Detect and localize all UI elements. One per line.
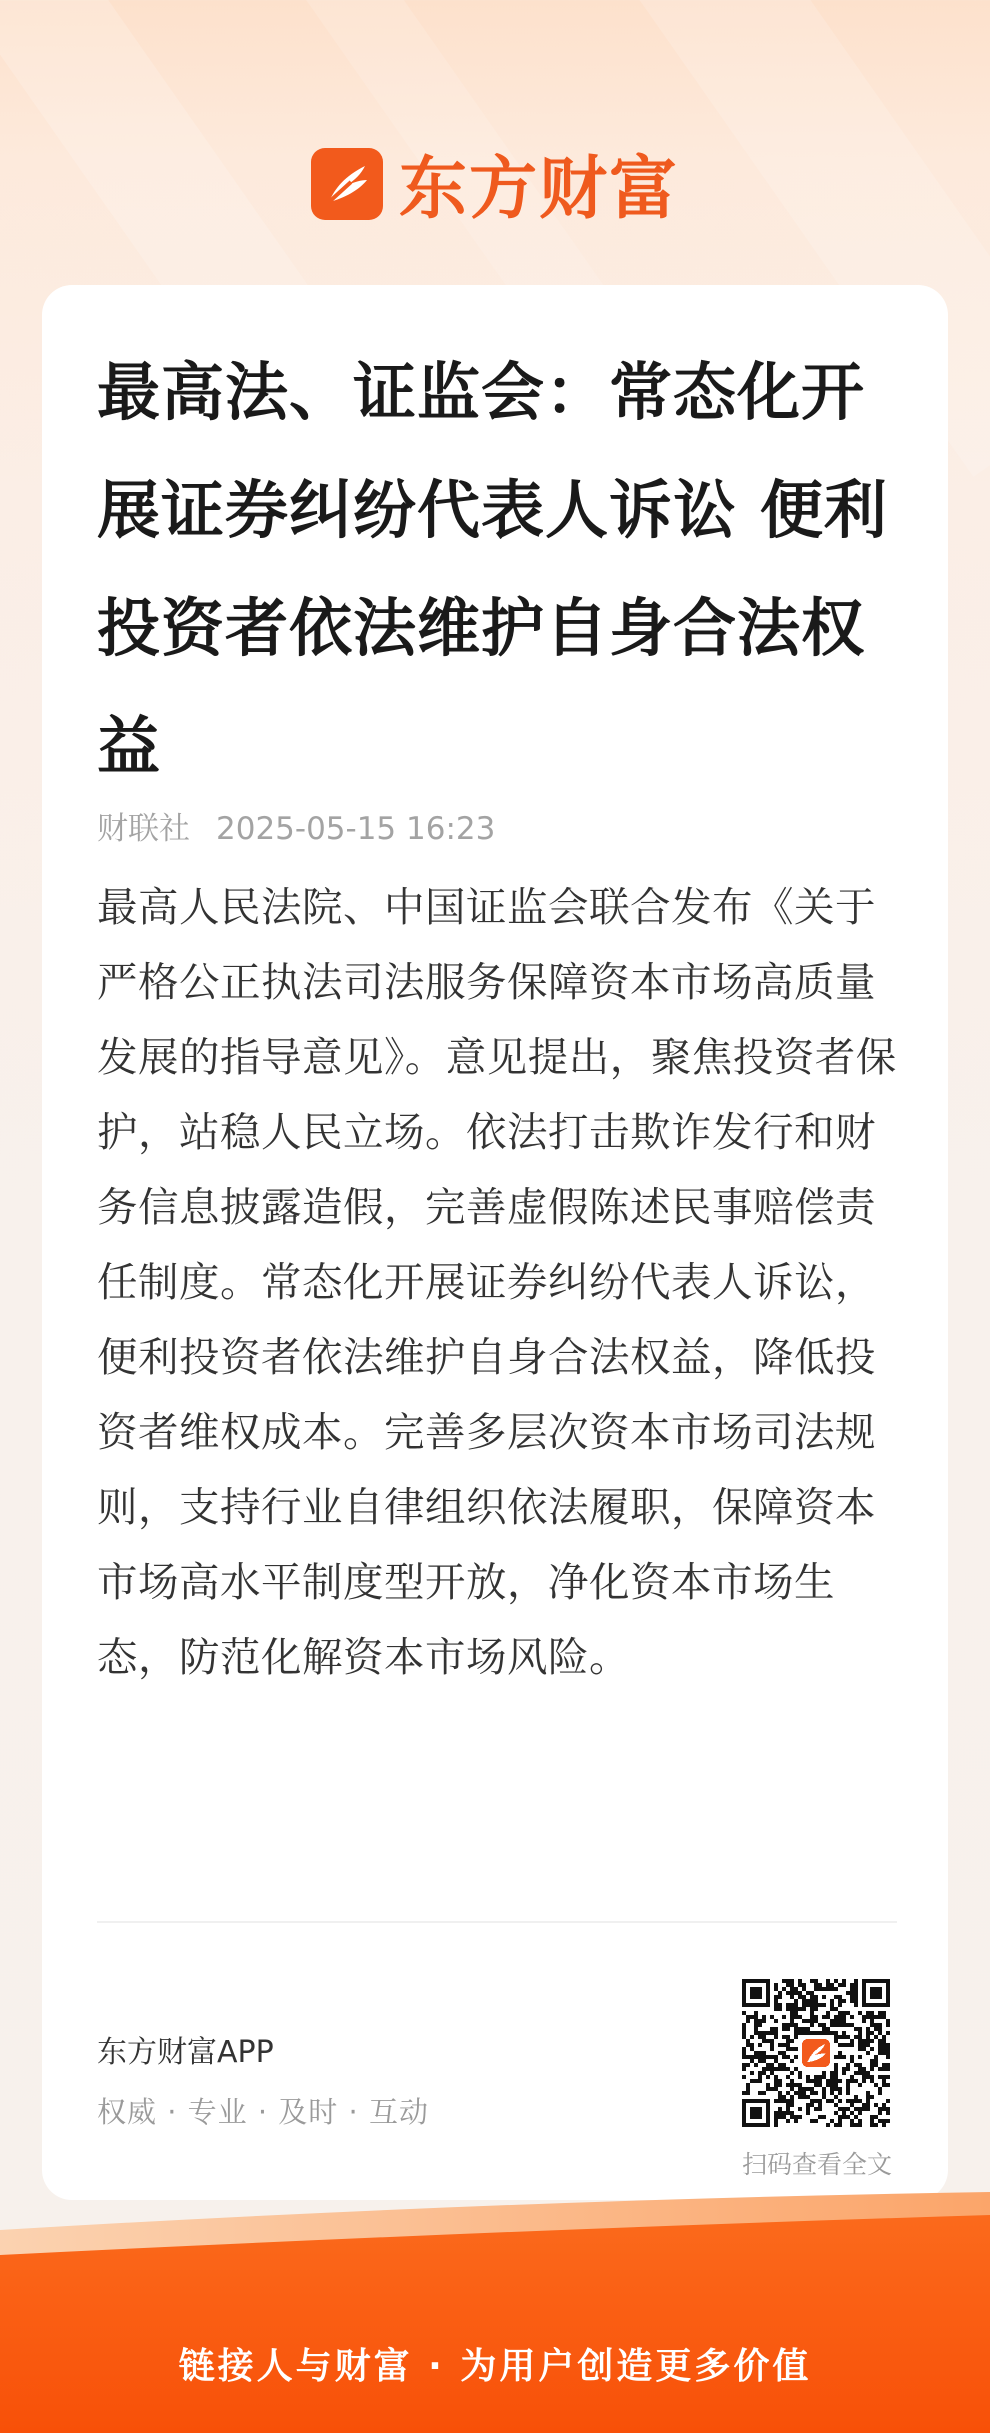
article-meta xyxy=(97,803,495,848)
qr-caption: 扫码查看全文 xyxy=(741,2150,892,2179)
app-slogan: 权威 · 专业 · 及时 · 互动 xyxy=(97,2095,429,2129)
brand-name: 东方财富 xyxy=(398,150,679,229)
article-title: 最高法、证监会：常态化开展证券纠纷代表人诉讼 便利投资者依法维护自身合法权益 xyxy=(97,355,888,783)
bottom-banner xyxy=(0,2190,990,2433)
article-source: 财联社 xyxy=(97,811,190,847)
brand-logo xyxy=(0,135,990,232)
eastmoney-logo-icon xyxy=(311,148,383,220)
banner-slogan: 链接人与财富 · 为用户创造更多价值 xyxy=(178,2346,812,2387)
article-datetime: 2025-05-15 16:23 xyxy=(216,811,496,847)
article-body: 最高人民法院、中国证监会联合发布《关于严格公正执法司法服务保障资本市场高质量发展的指导意见》。意见提出，聚焦投资者保护，站稳人民立场。依法打击欺诈发行和财务信息披露造假，完善虚假陈述民事赔偿责任制度。常态化开展证券纠纷代表人诉讼，便利投资者依法维护自身合法权益，降低投资者维权成本。完善多层次资本市场司法规则，支持行业自律组织依法履职，保障资本市场高水平制度型开放，净化资本市场生态，防范化解资本市场风险。 xyxy=(97,883,897,1681)
app-name: 东方财富APP xyxy=(97,2035,274,2070)
footer-divider xyxy=(97,1921,897,1923)
qr-code-icon[interactable] xyxy=(742,1979,890,2127)
article-card xyxy=(42,285,948,2200)
